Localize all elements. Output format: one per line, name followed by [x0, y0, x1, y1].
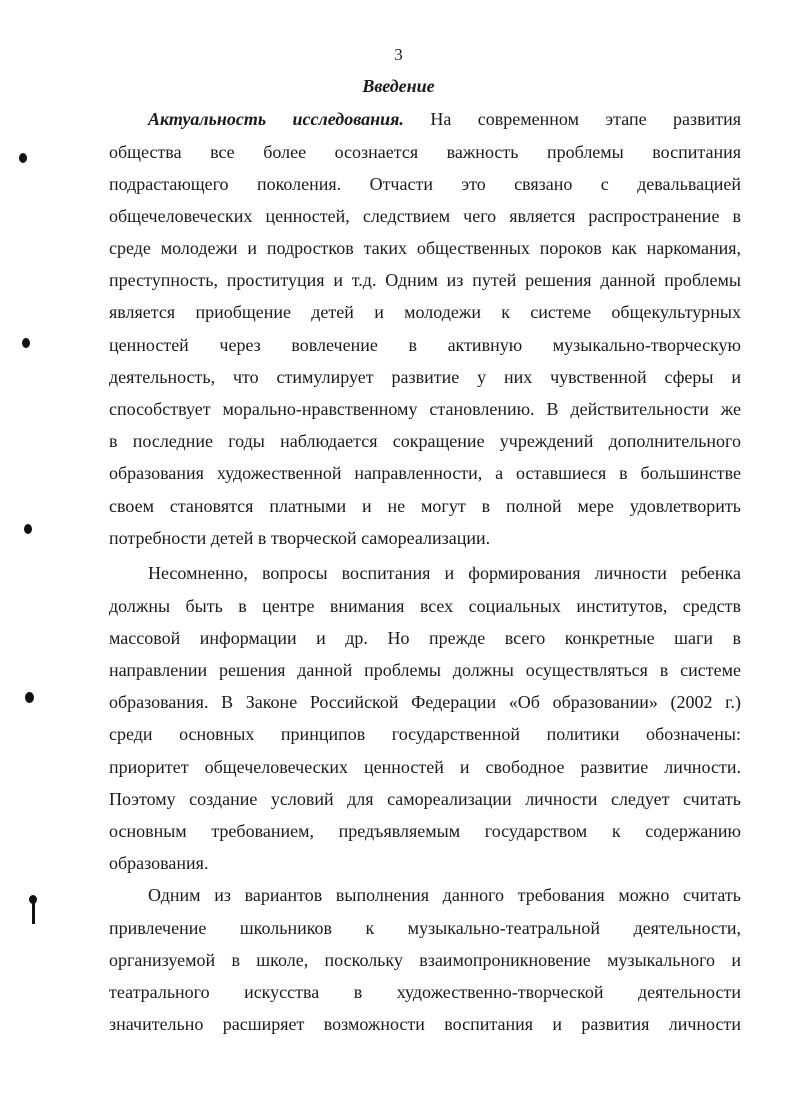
- text-line: образования художественной направленности, а оставшиеся в большинстве: [109, 463, 741, 483]
- text-line: образования. В Законе Российской Федерации «Об образовании» (2002 г.): [109, 692, 741, 712]
- text-line: основным требованием, предъявляемым государством к содержанию: [109, 821, 741, 841]
- text-line: общечеловеческих ценностей, следствием чего является распространение в: [109, 206, 741, 226]
- text-line: потребности детей в творческой самореализации.: [109, 528, 491, 548]
- text-line: общества все более осознается важность проблемы воспитания: [109, 142, 741, 162]
- text-line: значительно расширяет возможности воспитания и развития личности: [109, 1014, 741, 1034]
- text-line: Несомненно, вопросы воспитания и формирования личности ребенка: [148, 563, 741, 583]
- page-title: Введение: [362, 76, 435, 96]
- text-line: среди основных принципов государственной политики обозначены:: [109, 724, 741, 744]
- text-line: приоритет общечеловеческих ценностей и свободное развитие личности.: [109, 757, 741, 777]
- text-line: деятельность, что стимулирует развитие у них чувственной сферы и: [109, 367, 741, 387]
- text-line: Одним из вариантов выполнения данного требования можно считать: [148, 885, 741, 905]
- text-line: среде молодежи и подростков таких общественных пороков как наркомания,: [109, 238, 741, 258]
- text-line: должны быть в центре внимания всех социальных институтов, средств: [109, 596, 741, 616]
- scan-mark: [24, 524, 32, 534]
- text-line: массовой информации и др. Но прежде всего конкретные шаги в: [109, 628, 741, 648]
- text-line: преступность, проституция и т.д. Одним из путей решения данной проблемы: [109, 270, 741, 290]
- text-line: организуемой в школе, поскольку взаимопроникновение музыкального и: [109, 950, 741, 970]
- text-line: ценностей через вовлечение в активную музыкально-творческую: [109, 335, 741, 355]
- scan-mark: [22, 338, 30, 348]
- text-line: театрального искусства в художественно-творческой деятельности: [109, 982, 741, 1002]
- lead-phrase: Актуальность исследования.: [148, 109, 404, 129]
- text-line: способствует морально-нравственному становлению. В действительности же: [109, 399, 741, 419]
- scan-mark: [25, 692, 34, 703]
- text-line: подрастающего поколения. Отчасти это связано с девальвацией: [109, 174, 741, 194]
- page-number: 3: [394, 45, 403, 64]
- text-line: в последние годы наблюдается сокращение учреждений дополнительного: [109, 431, 741, 451]
- text-line: является приобщение детей и молодежи к системе общекультурных: [109, 302, 741, 322]
- text-line: образования.: [109, 853, 209, 873]
- text-line: Поэтому создание условий для самореализации личности следует считать: [109, 789, 741, 809]
- scan-mark: [19, 153, 27, 163]
- text-line: привлечение школьников к музыкально-театральной деятельности,: [109, 918, 741, 938]
- text-line: Актуальность исследования. На современном этапе развития: [148, 109, 742, 129]
- text-line: своем становятся платными и не могут в полной мере удовлетворить: [109, 496, 741, 516]
- text-line: направлении решения данной проблемы должны осуществляться в системе: [109, 660, 741, 680]
- scan-mark: [32, 902, 35, 924]
